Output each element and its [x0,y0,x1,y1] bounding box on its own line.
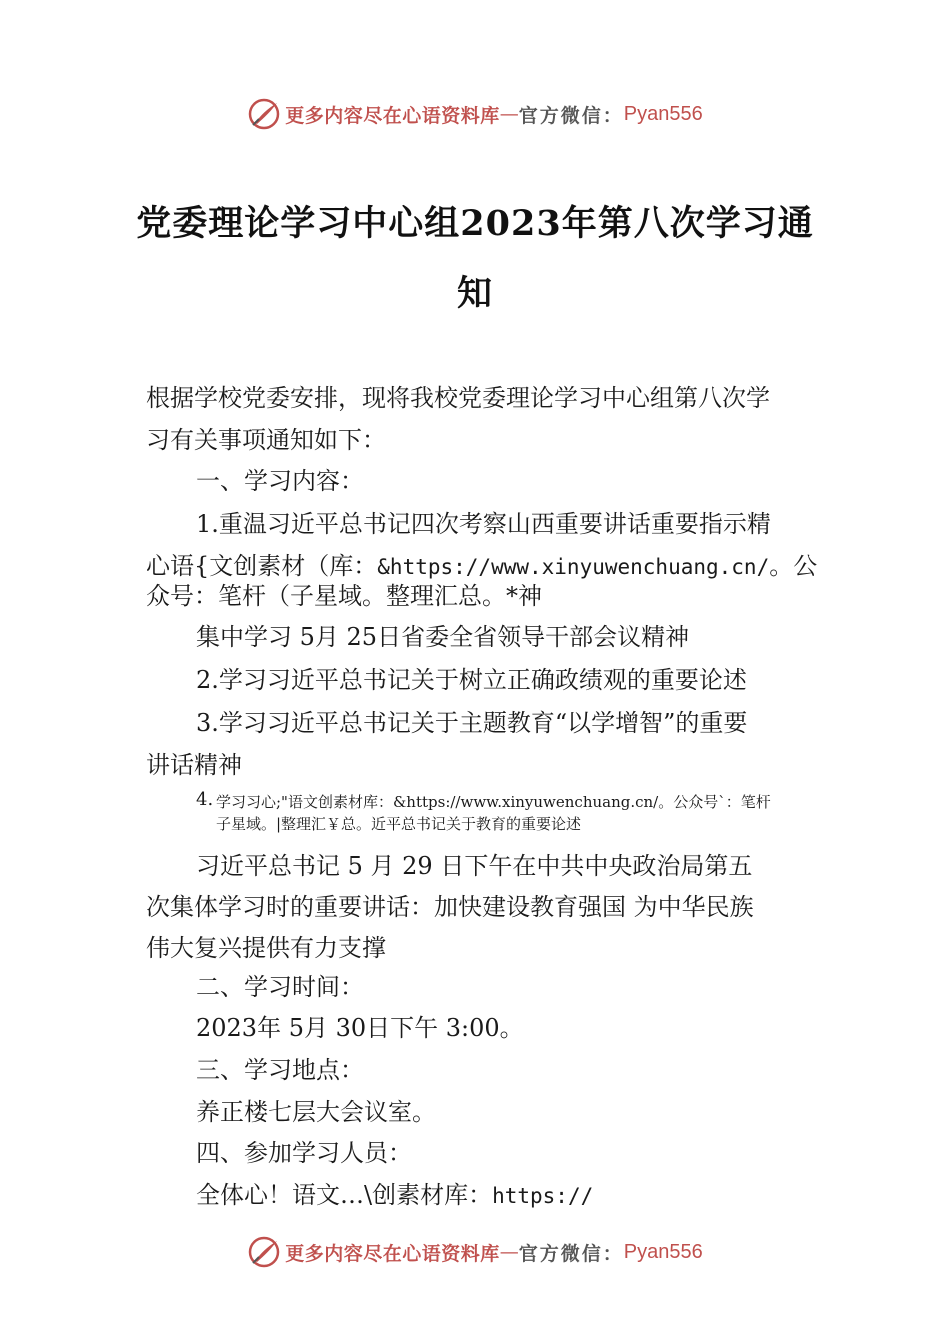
item-1-line-4: 集中学习 5月 25日省委全省领导干部会议精神 [196,623,690,651]
document-title-line2: 知 [456,273,493,314]
item-1-line-2-pre: 心语{文创素材（库： [146,552,378,580]
banner-wechat-id: Pyan556 [623,1240,703,1263]
attendees-pre: 全体心！语文…\创素材库： [196,1181,493,1209]
item-1-line-1: 1.重温习近平总书记四次考察山西重要讲话重要指示精 [196,510,771,538]
speech-line-1: 习近平总书记 5 月 29 日下午在中共中央政治局第五 [196,852,753,880]
speech-line-3: 伟大复兴提供有力支撑 [146,934,386,962]
banner-official-label: 官方微信： [518,1242,624,1265]
section-1-heading: 一、学习内容： [196,467,364,495]
banner-wechat-id: Pyan556 [623,102,703,125]
speech-line-2: 次集体学习时的重要讲话：加快建设教育强国 为中华民族 [146,893,754,921]
footer-watermark-banner [0,1232,950,1272]
banner-dash: — [499,1241,519,1263]
document-title-line1: 党委理论学习中心组2023年第八次学习通 [136,203,814,244]
header-watermark-banner [0,94,950,134]
intro-line-2: 习有关事项通知如下： [146,426,386,454]
item-3-line-1: 3.学习习近平总书记关于主题教育“以学增智”的重要 [196,709,748,737]
quill-logo-icon [247,97,281,131]
item-4-number: 4. [196,789,214,810]
item-4-line-2: 子星域。|整理汇￥总。近平总书记关于教育的重要论述 [216,815,582,833]
attendees-url: https:// [492,1184,594,1208]
intro-line-1: 根据学校党委安排，现将我校党委理论学习中心组第八次学 [146,384,770,412]
banner-site-name: 更多内容尽在心语资料库 [285,104,500,127]
banner-site-name: 更多内容尽在心语资料库 [285,1242,500,1265]
item-1-line-2-post: 。公 [769,552,818,580]
banner-official-label: 官方微信： [518,104,624,127]
banner-dash: — [499,103,519,125]
item-3-line-2: 讲话精神 [146,751,242,779]
study-place: 养正楼七层大会议室。 [196,1098,436,1126]
quill-logo-icon [247,1235,281,1269]
item-2: 2.学习习近平总书记关于树立正确政绩观的重要论述 [196,666,747,694]
item-1-url: &https://www.xinyuwenchuang.cn/ [377,555,770,579]
study-time: 2023年 5月 30日下午 3:00。 [196,1014,524,1042]
item-4-line-1: 学习习心;"语文创素材库：&https://www.xinyuwenchuang.cn/。公众号`：笔杆 [216,793,771,811]
item-1-line-3: 众号：笔杆（子星域。整理汇总。*神 [146,582,542,610]
section-3-heading: 三、学习地点： [196,1056,364,1084]
section-2-heading: 二、学习时间： [196,973,364,1001]
attendees-line [196,1175,593,1210]
section-4-heading: 四、参加学习人员： [196,1139,412,1167]
